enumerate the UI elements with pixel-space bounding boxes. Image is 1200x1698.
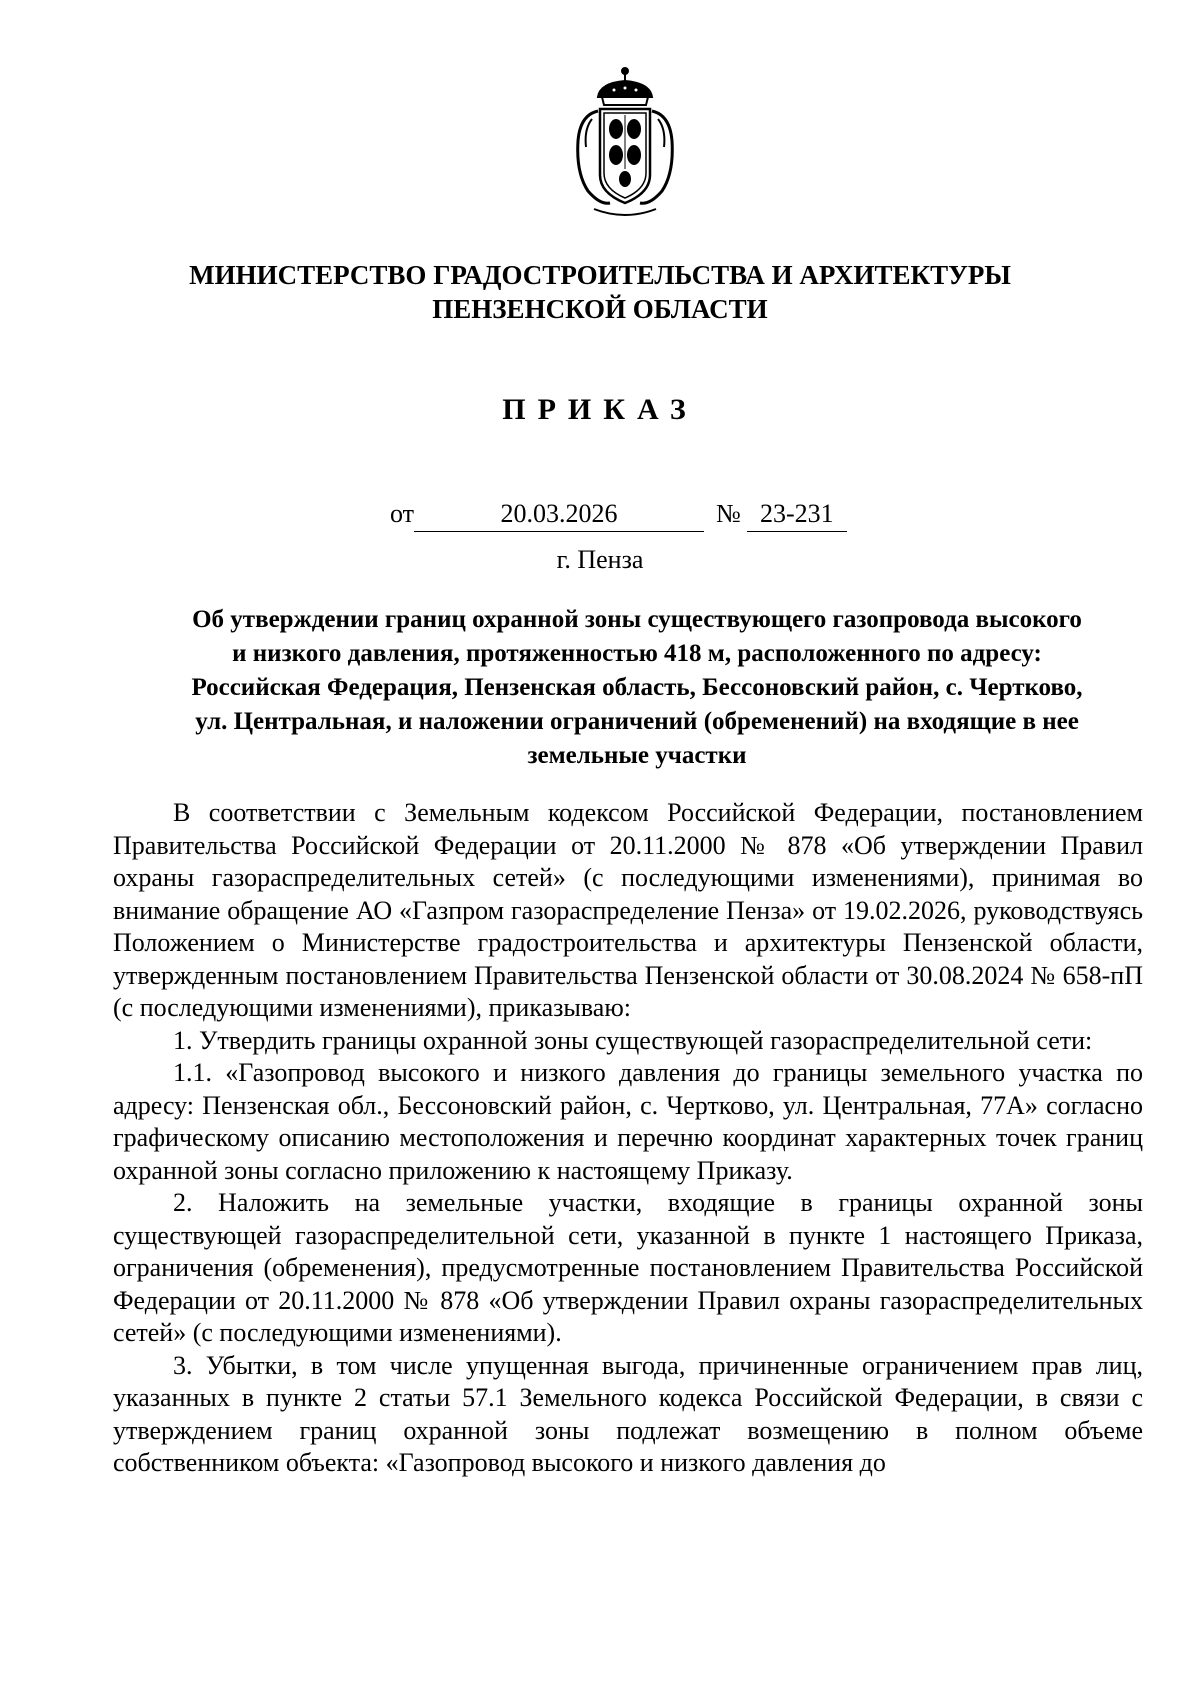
from-label: от xyxy=(390,499,415,528)
item-1-1-paragraph: 1.1. «Газопровод высокого и низкого давления до границы земельного участка по адресу: Пензенская обл., Бессоновский район, с. Чертково, ул. Центральная, 77А» согласно графическому описанию местоположения и перечню координат характерных точек границ охранной зоны согласно приложению к настоящему Приказу. xyxy=(113,1058,1143,1185)
ministry-name-line-2: ПЕНЗЕНСКОЙ ОБЛАСТИ xyxy=(432,294,768,324)
order-subject xyxy=(112,603,1162,773)
subject-line: Российская Федерация, Пензенская область, Бессоновский район, с. Чертково, xyxy=(191,674,1083,701)
date-number-line xyxy=(390,497,847,531)
subject-line: земельные участки xyxy=(527,742,747,769)
order-date: 20.03.2026 xyxy=(414,497,704,532)
subject-line: Об утверждении границ охранной зоны существующего газопровода высокого xyxy=(192,606,1082,633)
number-sign: № xyxy=(716,499,741,528)
ministry-name-line-1: МИНИСТЕРСТВО ГРАДОСТРОИТЕЛЬСТВА И АРХИТЕКТУРЫ xyxy=(189,260,1011,290)
preamble-paragraph: В соответствии с Земельным кодексом Российской Федерации, постановлением Правительства Российской Федерации от 20.11.2000 № 878 «Об утверждении Правил охраны газораспределительных сетей» (с последующими изменениями), принимая во внимание обращение АО «Газпром газораспределение Пенза» от 19.02.2026, руководствуясь Положением о Министерстве градостроительства и архитектуры Пензенской области, утвержденным постановлением Правительства Пензенской области от 30.08.2024 № 658-пП (с последующими изменениями), приказываю: xyxy=(113,798,1143,1022)
subject-line: и низкого давления, протяженностью 418 м, расположенного по адресу: xyxy=(232,640,1042,667)
item-1-paragraph: 1. Утвердить границы охранной зоны существующей газораспределительной сети: xyxy=(173,1025,1093,1055)
order-body xyxy=(113,797,1143,1480)
order-number: 23-231 xyxy=(747,497,847,532)
item-3-paragraph: 3. Убытки, в том числе упущенная выгода, причиненные ограничением прав лиц, указанных в пункте 2 статьи 57.1 Земельного кодекса Российской Федерации, в связи с утверждением границ охранной зоны подлежат возмещению в полном объеме собственником объекта: «Газопровод высокого и низкого давления до xyxy=(113,1350,1143,1477)
coat-of-arms-emblem xyxy=(570,63,680,223)
city: г. Пенза xyxy=(556,545,644,574)
subject-line: ул. Центральная, и наложении ограничений (обременений) на входящие в нее xyxy=(195,708,1079,735)
ministry-name xyxy=(0,258,1200,326)
item-2-paragraph: 2. Наложить на земельные участки, входящие в границы охранной зоны существующей газораспределительной сети, указанной в пункте 1 настоящего Приказа, ограничения (обременения), предусмотренные постановлением Правительства Российской Федерации от 20.11.2000 № 878 «Об утверждении Правил охраны газораспределительных сетей» (с последующими изменениями). xyxy=(113,1188,1143,1347)
document-type-title: ПРИКАЗ xyxy=(502,393,698,426)
